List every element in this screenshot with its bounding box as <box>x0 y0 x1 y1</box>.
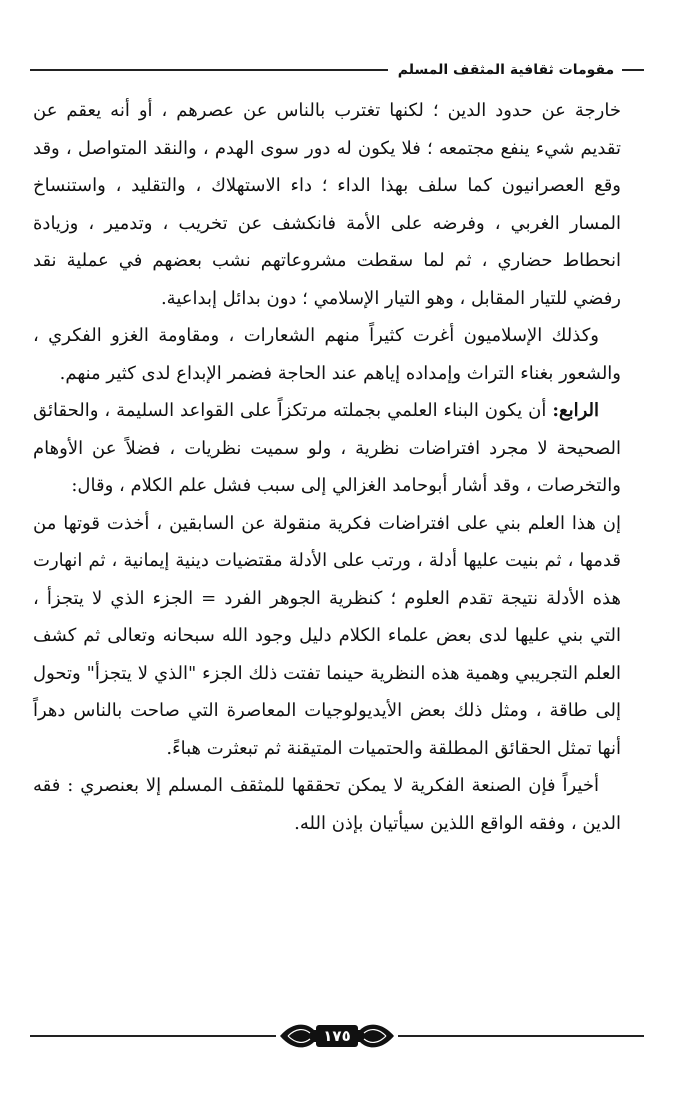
footer-rule-right <box>398 1035 644 1037</box>
paragraph-finally: أخيراً فإن الصنعة الفكرية لا يمكن تحققها للمثقف المسلم إلا بعنصري : فقه الدين ، وفقه الواقع اللذين سيأتيان بإذن الله. <box>33 775 621 834</box>
running-header <box>30 58 644 82</box>
header-rule-short <box>622 69 644 71</box>
page-number: ١٧٥ <box>316 1025 358 1047</box>
paragraph-ghazali-quote: إن هذا العلم بني على افتراضات فكرية منقولة عن السابقين ، أخذت قوتها من قدمها ، ثم بنيت عليها أدلة ، ورتب على الأدلة مقتضيات دينية إيمانية ، ثم انهارت هذه الأدلة نتيجة تقدم العلوم ؛ كنظرية الجوهر الفرد = الجزء الذي لا يتجزأ ، التي بني عليها لدى بعض علماء الكلام دليل وجود الله سبحانه وتعالى ثم كشف العلم التجريبي وهمية هذه النظرية حينما تفتت ذلك الجزء "الذي لا يتجزأ" وتحول إلى طاقة ، ومثل ذلك بعض الأيديولوجيات المعاصرة التي صاحت بالناس دهراً أنها تمثل الحقائق المطلقة والحتميات المتيقنة ثم تبعثرت هباءً. <box>33 512 621 759</box>
paragraph-fourth-text: أن يكون البناء العلمي بجملته مرتكزاً على القواعد السليمة ، والحقائق الصحيحة لا مجرد افتراضات نظرية ، ولو سميت نظريات ، فضلاً عن الأوهام والتخرصات ، وقد أشار أبوحامد الغزالي إلى سبب فشل علم الكلام ، وقال: <box>33 400 621 496</box>
footer-rule-left <box>30 1035 276 1037</box>
page-footer <box>30 1018 644 1054</box>
header-rule <box>30 69 388 71</box>
paragraph-fourth-lead: الرابع: <box>552 400 599 421</box>
header-title: مقومات ثقافية المثقف المسلم <box>397 62 615 78</box>
page-body <box>33 92 621 842</box>
paragraph-islamists: وكذلك الإسلاميون أغرت كثيراً منهم الشعارات ، ومقاومة الغزو الفكري ، والشعور بغناء التراث وإمداده إياهم عند الحاجة فضمر الإبداع لدى كثير منهم. <box>33 325 621 384</box>
paragraph-fourth <box>33 392 621 505</box>
paragraph-continuation: خارجة عن حدود الدين ؛ لكنها تغترب بالناس عن عصرهم ، أو أنه يعقم عن تقديم شيء ينفع مجتمعه ؛ فلا يكون له دور سوى الهدم ، والنقد المتواصل ، وقد وقع العصرانيون كما سلف بهذا الداء ؛ داء الاستهلاك ، والتقليد ، واستنساخ المسار الغربي ، وفرضه على الأمة فانكشف عن تخريب ، وتدمير ، وزيادة انحطاط حضاري ، ثم لما سقطت مشروعاتهم نشب بعضهم في عملية نقد رفضي للتيار المقابل ، وهو التيار الإسلامي ؛ دون بدائل إبداعية. <box>33 100 621 309</box>
